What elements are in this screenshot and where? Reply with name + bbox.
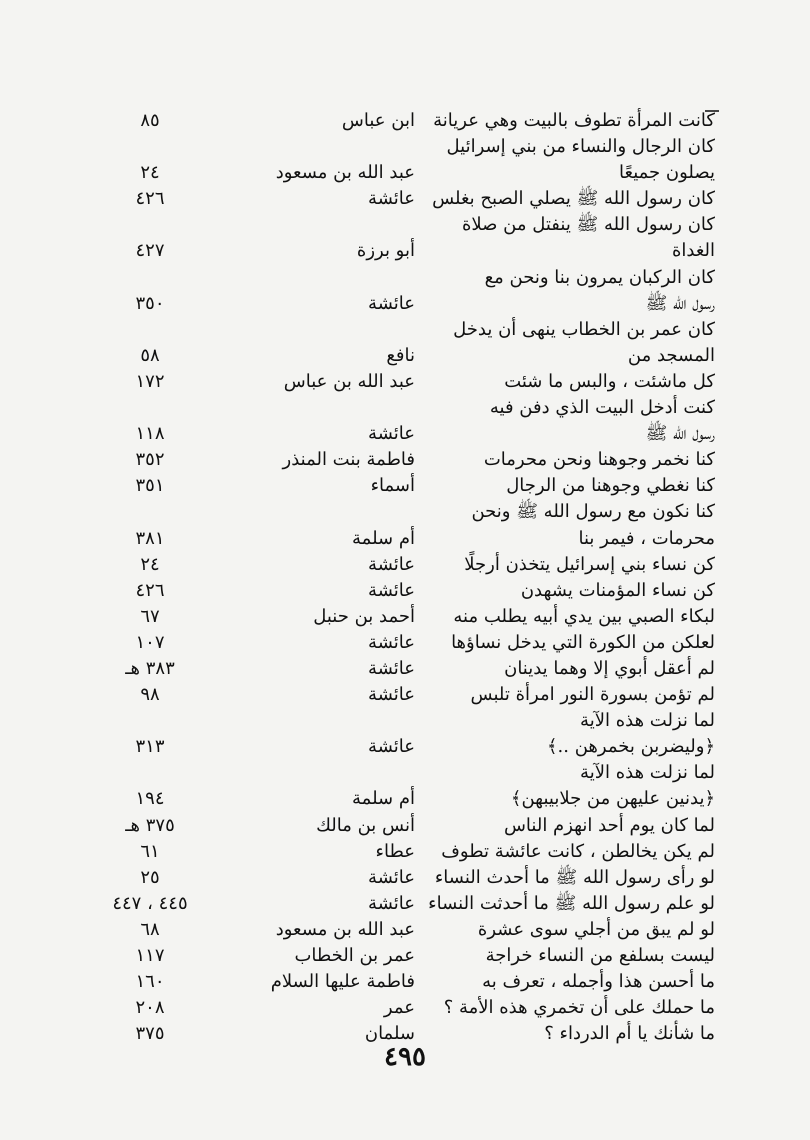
entry-narrator: عمر	[383, 997, 415, 1019]
entry-text: كانت المرأة تطوف بالبيت وهي عريانة	[433, 110, 715, 131]
index-entry	[100, 630, 715, 656]
index-entry	[100, 212, 715, 238]
entry-page-ref: ٣٨٣ هـ	[125, 657, 175, 679]
index-entry	[100, 839, 715, 865]
entry-page-ref: ٢٠٨	[135, 997, 165, 1019]
entry-text: رسول الله ﷺ	[645, 292, 715, 314]
entry-narrator: عمر بن الخطاب	[294, 945, 415, 966]
index-entry	[100, 995, 715, 1021]
entry-text: لبكاء الصبي بين يدي أبيه يطلب منه	[453, 605, 715, 627]
index-entry	[100, 265, 715, 291]
index-entry	[100, 786, 715, 812]
entry-narrator: نافع	[386, 344, 415, 366]
entry-page-ref: ٣٨١	[135, 527, 165, 549]
entry-narrator: عائشة	[368, 892, 415, 914]
entry-page-ref: ٣٥٠	[135, 292, 165, 314]
entry-page-ref: ١٠٧	[135, 631, 165, 653]
entry-page-ref: ١٦٠	[135, 971, 165, 993]
index-entry	[100, 317, 715, 343]
entry-text: ما شأنك يا أم الدرداء ؟	[544, 1023, 715, 1045]
entry-narrator: عائشة	[368, 292, 415, 314]
entry-page-ref: ١٧٢	[135, 370, 165, 392]
entry-text: كن نساء بني إسرائيل يتخذن أرجلًا	[464, 553, 715, 575]
entry-text: كنت أدخل البيت الذي دفن فيه	[489, 397, 715, 419]
entry-text: كن نساء المؤمنات يشهدن	[520, 579, 715, 601]
index-entry	[100, 682, 715, 708]
entry-narrator: سلمان	[364, 1023, 415, 1045]
entry-page-ref: ٦١	[140, 840, 160, 862]
entry-text: كل ماشئت ، والبس ما شئت	[504, 370, 715, 392]
entry-narrator: عطاء	[375, 840, 415, 862]
entry-text: رسول الله ﷺ	[645, 423, 715, 445]
index-entry	[100, 917, 715, 943]
index-entry	[100, 343, 715, 369]
entry-text: لما نزلت هذه الآية	[580, 762, 715, 784]
index-entry	[100, 447, 715, 473]
entry-text: لو علم رسول الله ﷺ ما أحدثت النساء	[428, 892, 715, 914]
entry-page-ref: ١٩٤	[135, 788, 165, 810]
entry-text: محرمات ، فيمر بنا	[578, 527, 715, 549]
entry-page-ref: ٣٥٢	[135, 449, 165, 471]
index-entry	[100, 734, 715, 760]
index-entry	[100, 108, 715, 134]
entry-text: كان الرجال والنساء من بني إسرائيل	[446, 136, 715, 158]
entry-text: المسجد من	[627, 344, 715, 366]
entry-text: لما نزلت هذه الآية	[580, 710, 715, 732]
entry-narrator: أبو برزة	[356, 240, 415, 262]
entry-narrator: فاطمة عليها السلام	[270, 971, 415, 993]
entry-narrator: عبد الله بن عباس	[283, 370, 415, 392]
index-entry	[100, 186, 715, 212]
entry-page-ref: ٣٥١	[135, 475, 165, 497]
index-entry	[100, 708, 715, 734]
entry-narrator: عائشة	[368, 553, 415, 575]
index-entry	[100, 134, 715, 160]
entry-text: ما أحسن هذا وأجمله ، تعرف به	[482, 971, 715, 993]
entry-page-ref: ٨٥	[140, 110, 160, 131]
entry-narrator: عائشة	[368, 579, 415, 601]
entry-narrator: أم سلمة	[352, 527, 415, 549]
index-entry	[100, 291, 715, 317]
entry-text: كنا نغطي وجوهنا من الرجال	[506, 475, 715, 497]
entry-text: كان رسول الله ﷺ يصلي الصبح بغلس	[432, 188, 715, 210]
entry-text: كان عمر بن الخطاب ينهى أن يدخل	[453, 318, 715, 340]
entry-page-ref: ١١٨	[135, 423, 165, 445]
index-entry	[100, 160, 715, 186]
entry-narrator: أم سلمة	[352, 788, 415, 810]
entry-page-ref: ٤٢٦	[135, 579, 165, 601]
entry-narrator: أحمد بن حنبل	[313, 605, 415, 627]
entry-text: كنا نكون مع رسول الله ﷺ ونحن	[471, 501, 715, 523]
entry-text: لم تؤمن بسورة النور امرأة تلبس	[470, 684, 715, 706]
entry-narrator: عائشة	[368, 657, 415, 679]
entry-text: لعلكن من الكورة التي يدخل نساؤها	[451, 631, 715, 653]
entry-text: كان رسول الله ﷺ ينفتل من صلاة	[461, 214, 715, 236]
index-entry	[100, 865, 715, 891]
entry-text: ما حملك على أن تخمري هذه الأمة ؟	[443, 997, 715, 1019]
index-entry	[100, 473, 715, 499]
entry-text: ﴿وليضربن بخمرهن ..﴾	[546, 736, 715, 758]
entry-text: لو رأى رسول الله ﷺ ما أحدث النساء	[434, 866, 715, 888]
index-entry	[100, 943, 715, 969]
index-entry	[100, 552, 715, 578]
entry-page-ref: ٦٨	[140, 918, 160, 940]
entry-narrator: عائشة	[368, 866, 415, 888]
entry-page-ref: ٢٥	[140, 866, 160, 888]
entry-narrator: أنس بن مالك	[316, 814, 415, 836]
entry-page-ref: ٤٢٧	[135, 240, 165, 262]
entry-page-ref: ١١٧	[135, 945, 165, 966]
entry-text: كنا نخمر وجوهنا ونحن محرمات	[483, 449, 715, 471]
entry-page-ref: ٣٧٥ هـ	[125, 814, 175, 836]
entry-narrator: عبد الله بن مسعود	[275, 918, 415, 940]
entry-narrator: عائشة	[368, 736, 415, 758]
index-entry	[100, 369, 715, 395]
entry-text: الغداة	[671, 240, 715, 262]
index-entry	[100, 578, 715, 604]
entry-text: ليست بسلفع من النساء خراجة	[485, 945, 715, 966]
entry-page-ref: ٣١٣	[135, 736, 165, 758]
index-entry	[100, 891, 715, 917]
index-entry	[100, 656, 715, 682]
hadith-index-list	[100, 108, 715, 1047]
entry-page-ref: ٥٨	[140, 344, 160, 366]
entry-narrator: ابن عباس	[341, 110, 415, 131]
index-entry	[100, 526, 715, 552]
entry-text: ﴿يدنين عليهن من جلابيبهن﴾	[510, 788, 715, 810]
entry-page-ref: ٢٤	[140, 162, 160, 184]
entry-narrator: عائشة	[368, 631, 415, 653]
entry-narrator: عائشة	[368, 684, 415, 706]
entry-narrator: عائشة	[368, 423, 415, 445]
entry-page-ref: ٣٧٥	[135, 1023, 165, 1045]
index-entry	[100, 499, 715, 525]
index-entry	[100, 969, 715, 995]
index-entry	[100, 760, 715, 786]
entry-text: يصلون جميعًا	[619, 162, 715, 184]
entry-page-ref: ٤٤٥ ، ٤٤٧	[112, 892, 188, 914]
entry-text: لم يكن يخالطن ، كانت عائشة تطوف	[441, 840, 715, 862]
index-entry	[100, 604, 715, 630]
entry-narrator: أسماء	[370, 475, 415, 497]
entry-page-ref: ٩٨	[140, 684, 160, 706]
entry-text: كان الركبان يمرون بنا ونحن مع	[484, 266, 715, 288]
index-entry	[100, 421, 715, 447]
entry-page-ref: ٦٧	[140, 605, 160, 627]
entry-narrator: عائشة	[368, 188, 415, 210]
entry-text: لو لم يبق من أجلي سوى عشرة	[477, 918, 715, 940]
entry-page-ref: ٢٤	[140, 553, 160, 575]
entry-page-ref: ٤٢٦	[135, 188, 165, 210]
page-number: ٤٩٥	[384, 1042, 426, 1072]
entry-text: لما كان يوم أحد انهزم الناس	[503, 814, 715, 836]
entry-text: لم أعقل أبوي إلا وهما يدينان	[504, 657, 715, 679]
entry-narrator: فاطمة بنت المنذر	[282, 449, 415, 471]
index-entry	[100, 813, 715, 839]
index-entry	[100, 395, 715, 421]
entry-narrator: عبد الله بن مسعود	[275, 162, 415, 184]
index-entry	[100, 238, 715, 264]
